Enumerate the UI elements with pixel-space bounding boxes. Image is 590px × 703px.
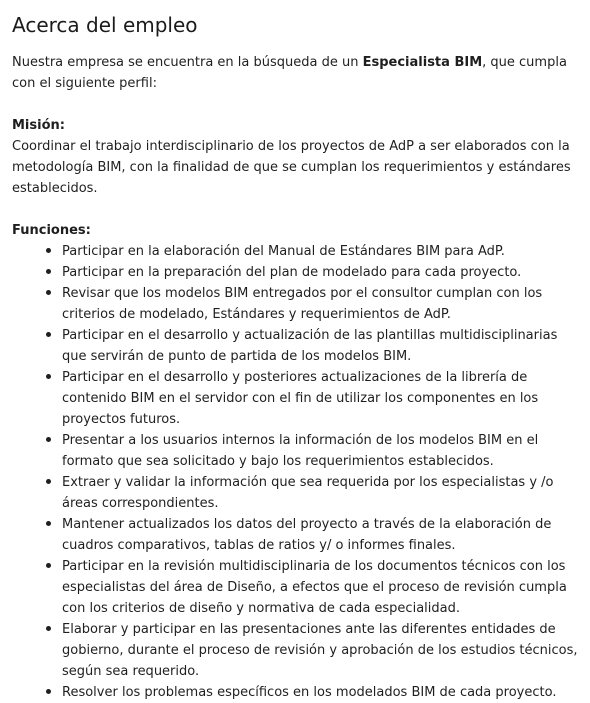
mission-text: Coordinar el trabajo interdisciplinario de los proyectos de AdP a ser elaborados con la metodología BIM, con la finalidad de que se cumplan los requerimientos y estándares establecidos.	[12, 139, 571, 196]
spacer	[12, 94, 578, 115]
list-item	[62, 619, 578, 682]
list-item-text: Participar en la revisión multidisciplinaria de los documentos técnicos con los especialistas del área de Diseño, a efectos que el proceso de revisión cumpla con los criterios de diseño y normativa de cada especialidad.	[62, 559, 567, 616]
bullet-icon	[46, 689, 51, 694]
bullet-icon	[46, 521, 51, 526]
list-item	[62, 325, 578, 367]
intro-paragraph	[12, 52, 578, 94]
bullet-icon	[46, 437, 51, 442]
list-item	[62, 514, 578, 556]
list-item-text: Participar en el desarrollo y posteriores actualizaciones de la librería de contenido BIM en el servidor con el fin de utilizar los componentes en los proyectos futuros.	[62, 370, 539, 427]
intro-text-before: Nuestra empresa se encuentra en la búsqueda de un	[12, 55, 363, 70]
list-item	[62, 241, 578, 262]
list-item	[62, 283, 578, 325]
list-item	[62, 367, 578, 430]
mission-heading: Misión:	[12, 118, 65, 133]
bullet-icon	[46, 626, 51, 631]
list-item-text: Participar en la elaboración del Manual de Estándares BIM para AdP.	[62, 244, 505, 259]
bullet-icon	[46, 332, 51, 337]
list-item-text: Mantener actualizados los datos del proyecto a través de la elaboración de cuadros comparativos, tablas de ratios y/ o informes finales.	[62, 517, 552, 553]
bullet-icon	[46, 374, 51, 379]
list-item-text: Presentar a los usuarios internos la información de los modelos BIM en el formato que sea solicitado y bajo los requerimientos establecidos.	[62, 433, 539, 469]
list-item-text: Participar en la preparación del plan de modelado para cada proyecto.	[62, 265, 522, 280]
list-item-text: Revisar que los modelos BIM entregados por el consultor cumplan con los criterios de modelado, Estándares y requerimientos de AdP.	[62, 286, 543, 322]
bullet-icon	[46, 269, 51, 274]
list-item-text: Participar en el desarrollo y actualización de las plantillas multidisciplinarias que servirán de punto de partida de los modelos BIM.	[62, 328, 558, 364]
intro-text-after: , que cumpla con el siguiente perfil:	[12, 55, 567, 91]
list-item-text: Resolver los problemas específicos en los modelados BIM de cada proyecto.	[62, 685, 557, 700]
section-title: Acerca del empleo	[12, 13, 198, 37]
list-item	[62, 556, 578, 619]
list-item	[62, 430, 578, 472]
functions-heading: Funciones:	[12, 223, 91, 238]
list-item-text: Extraer y validar la información que sea requerida por los especialistas y /o áreas correspondientes.	[62, 475, 554, 511]
bullet-icon	[46, 290, 51, 295]
bullet-icon	[46, 479, 51, 484]
functions-list	[12, 241, 578, 703]
list-item	[62, 472, 578, 514]
list-item	[62, 262, 578, 283]
list-item	[62, 682, 578, 703]
bullet-icon	[46, 563, 51, 568]
bullet-icon	[46, 248, 51, 253]
spacer	[12, 199, 578, 220]
list-item-text: Elaborar y participar en las presentaciones ante las diferentes entidades de gobierno, durante el proceso de revisión y aprobación de los estudios técnicos, según sea requerido.	[62, 622, 578, 679]
intro-job-role: Especialista BIM	[362, 55, 483, 70]
